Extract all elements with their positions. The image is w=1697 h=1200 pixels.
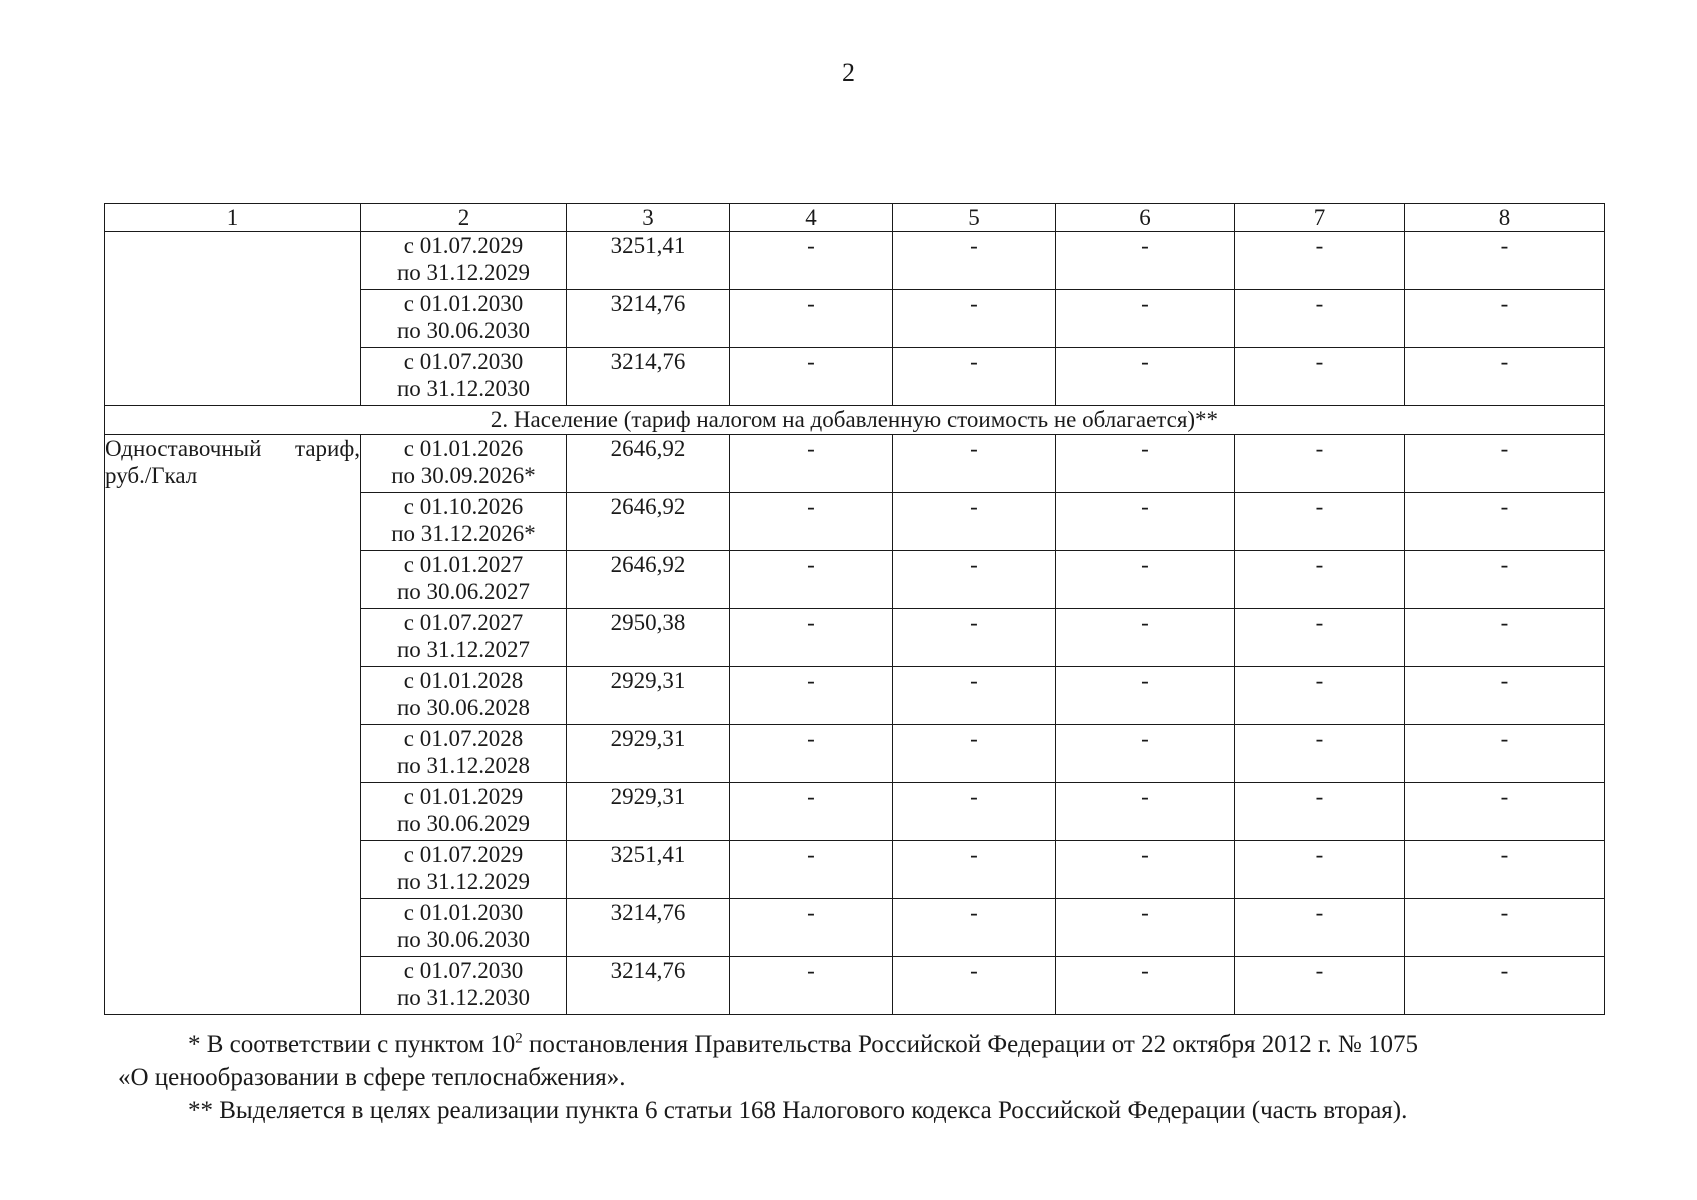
tariff-value-cell: 3214,76 [567, 290, 730, 348]
dash-cell: - [1056, 290, 1235, 348]
column-header: 4 [730, 204, 893, 232]
dash-cell: - [1405, 899, 1605, 957]
period-to: по 31.12.2029 [396, 260, 531, 285]
tariff-table [104, 203, 1605, 1015]
period-from: с 01.07.2028 [403, 726, 524, 751]
dash-cell: - [1405, 435, 1605, 493]
dash-cell: - [1405, 493, 1605, 551]
dash-cell: - [730, 957, 893, 1015]
dash-cell: - [1235, 957, 1405, 1015]
column-header: 8 [1405, 204, 1605, 232]
dash-cell: - [730, 493, 893, 551]
column-header: 5 [893, 204, 1056, 232]
dash-cell: - [1405, 609, 1605, 667]
footnote-1-text: * В соответствии с пунктом 10 [188, 1031, 516, 1058]
dash-cell: - [1235, 290, 1405, 348]
period-to: по 30.06.2027 [396, 579, 531, 604]
dash-cell: - [1056, 957, 1235, 1015]
dash-cell: - [893, 725, 1056, 783]
period-from: с 01.01.2028 [403, 668, 524, 693]
dash-cell: - [1056, 667, 1235, 725]
dash-cell: - [893, 435, 1056, 493]
period-cell [361, 725, 567, 783]
dash-cell: - [893, 667, 1056, 725]
footnote-1 [118, 1028, 1598, 1061]
period-to: по 30.09.2026* [391, 463, 536, 488]
dash-cell: - [1056, 348, 1235, 406]
period-from: с 01.01.2030 [403, 900, 524, 925]
dash-cell: - [1056, 609, 1235, 667]
dash-cell: - [1056, 551, 1235, 609]
dash-cell: - [1405, 232, 1605, 290]
tariff-value-cell: 2950,38 [567, 609, 730, 667]
tariff-value-cell: 3214,76 [567, 957, 730, 1015]
dash-cell: - [730, 290, 893, 348]
period-cell [361, 232, 567, 290]
tariff-type-label: Одноставочный тариф, руб./Гкал [105, 435, 361, 1015]
dash-cell: - [893, 348, 1056, 406]
period-from: с 01.07.2027 [403, 610, 524, 635]
dash-cell: - [1056, 232, 1235, 290]
column-header: 1 [105, 204, 361, 232]
period-to: по 31.12.2026* [391, 521, 536, 546]
period-from: с 01.07.2030 [403, 349, 524, 374]
table-row [105, 435, 1605, 493]
dash-cell: - [1405, 667, 1605, 725]
tariff-value-cell: 2646,92 [567, 493, 730, 551]
period-to: по 31.12.2029 [396, 869, 531, 894]
period-cell [361, 348, 567, 406]
dash-cell: - [1056, 493, 1235, 551]
footnote-2: ** Выделяется в целях реализации пункта 6 статьи 168 Налогового кодекса Российской Федерации (часть вторая). [188, 1097, 1408, 1124]
dash-cell: - [893, 493, 1056, 551]
period-from: с 01.01.2026 [403, 436, 524, 461]
tariff-value-cell: 2929,31 [567, 667, 730, 725]
period-from: с 01.07.2030 [403, 958, 524, 983]
tariff-value-cell: 3214,76 [567, 899, 730, 957]
dash-cell: - [730, 725, 893, 783]
period-from: с 01.07.2029 [403, 233, 524, 258]
dash-cell: - [1405, 841, 1605, 899]
section-row [105, 406, 1605, 435]
table-row [105, 232, 1605, 290]
label-cell-empty [105, 232, 361, 406]
dash-cell: - [1235, 435, 1405, 493]
period-cell [361, 841, 567, 899]
tariff-value-cell: 2646,92 [567, 435, 730, 493]
dash-cell: - [893, 290, 1056, 348]
dash-cell: - [893, 957, 1056, 1015]
period-to: по 31.12.2030 [396, 376, 531, 401]
dash-cell: - [1235, 551, 1405, 609]
dash-cell: - [893, 551, 1056, 609]
dash-cell: - [893, 609, 1056, 667]
dash-cell: - [1235, 609, 1405, 667]
dash-cell: - [730, 899, 893, 957]
tariff-value-cell: 3251,41 [567, 841, 730, 899]
dash-cell: - [1056, 435, 1235, 493]
footnote-1-text-cont: постановления Правительства Российской Федерации от 22 октября 2012 г. № 1075 [522, 1031, 1419, 1058]
tariff-value-cell: 3251,41 [567, 232, 730, 290]
column-header: 6 [1056, 204, 1235, 232]
period-to: по 31.12.2030 [396, 985, 531, 1010]
dash-cell: - [1056, 899, 1235, 957]
dash-cell: - [893, 841, 1056, 899]
period-to: по 30.06.2030 [396, 927, 531, 952]
column-header: 3 [567, 204, 730, 232]
period-from: с 01.01.2027 [403, 552, 524, 577]
dash-cell: - [1405, 290, 1605, 348]
period-cell [361, 551, 567, 609]
dash-cell: - [730, 841, 893, 899]
dash-cell: - [893, 899, 1056, 957]
dash-cell: - [1056, 783, 1235, 841]
footnote-1-superscript: 2 [515, 1030, 523, 1047]
dash-cell: - [893, 783, 1056, 841]
dash-cell: - [730, 783, 893, 841]
dash-cell: - [1235, 667, 1405, 725]
tariff-value-cell: 2929,31 [567, 725, 730, 783]
period-to: по 31.12.2028 [396, 753, 531, 778]
period-cell [361, 899, 567, 957]
dash-cell: - [1056, 725, 1235, 783]
dash-cell: - [730, 232, 893, 290]
period-from: с 01.10.2026 [403, 494, 524, 519]
dash-cell: - [1405, 957, 1605, 1015]
dash-cell: - [893, 232, 1056, 290]
tariff-value-cell: 2929,31 [567, 783, 730, 841]
period-cell [361, 957, 567, 1015]
tariff-value-cell: 3214,76 [567, 348, 730, 406]
dash-cell: - [1056, 841, 1235, 899]
period-cell [361, 667, 567, 725]
dash-cell: - [1235, 899, 1405, 957]
dash-cell: - [730, 609, 893, 667]
period-to: по 30.06.2028 [396, 695, 531, 720]
dash-cell: - [1235, 841, 1405, 899]
dash-cell: - [1235, 232, 1405, 290]
footnote-1-line-2: «О ценообразовании в сфере теплоснабжения». [118, 1064, 626, 1091]
column-header: 2 [361, 204, 567, 232]
dash-cell: - [1405, 348, 1605, 406]
period-cell [361, 435, 567, 493]
period-cell [361, 493, 567, 551]
dash-cell: - [1235, 493, 1405, 551]
page-number: 2 [842, 58, 855, 87]
tariff-value-cell: 2646,92 [567, 551, 730, 609]
period-to: по 30.06.2030 [396, 318, 531, 343]
section-title: 2. Население (тариф налогом на добавленную стоимость не облагается)** [105, 406, 1605, 435]
dash-cell: - [1235, 348, 1405, 406]
footnotes [118, 1028, 1598, 1127]
period-from: с 01.01.2029 [403, 784, 524, 809]
dash-cell: - [730, 551, 893, 609]
period-cell [361, 609, 567, 667]
dash-cell: - [730, 667, 893, 725]
dash-cell: - [1405, 783, 1605, 841]
period-from: с 01.01.2030 [403, 291, 524, 316]
period-cell [361, 783, 567, 841]
dash-cell: - [1405, 551, 1605, 609]
dash-cell: - [1235, 783, 1405, 841]
dash-cell: - [1405, 725, 1605, 783]
dash-cell: - [730, 348, 893, 406]
column-header: 7 [1235, 204, 1405, 232]
period-to: по 31.12.2027 [396, 637, 531, 662]
dash-cell: - [1235, 725, 1405, 783]
period-to: по 30.06.2029 [396, 811, 531, 836]
period-from: с 01.07.2029 [403, 842, 524, 867]
period-cell [361, 290, 567, 348]
dash-cell: - [730, 435, 893, 493]
table-header-row [105, 204, 1605, 232]
